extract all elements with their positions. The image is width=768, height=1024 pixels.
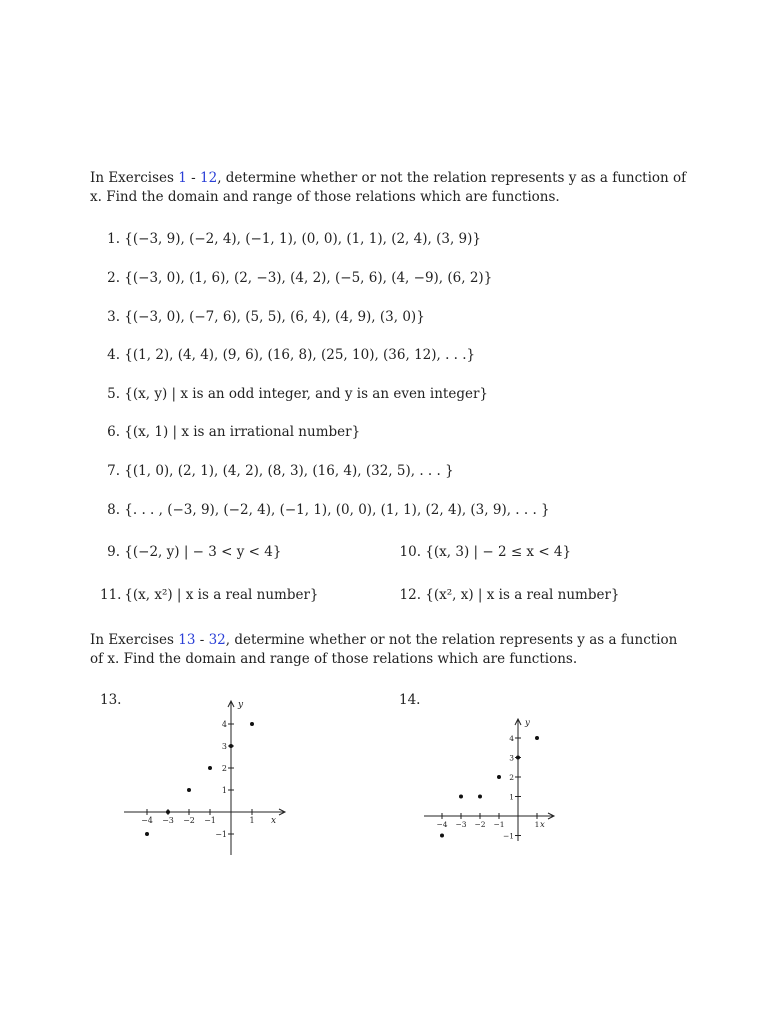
y-tick-label: −1 xyxy=(502,831,514,841)
exercise-number: 10. xyxy=(399,544,421,560)
x-tick-label: −2 xyxy=(183,816,195,825)
exercise-text: {(x, 1) | x is an irrational number} xyxy=(124,424,361,440)
exercise-number: 12. xyxy=(399,587,421,603)
x-tick-label: −3 xyxy=(455,820,467,829)
x-axis-label: x xyxy=(271,816,277,826)
exercise-text: {(x, y) | x is an odd integer, and y is an even integer} xyxy=(124,386,489,402)
y-tick-label: 4 xyxy=(221,720,227,729)
x-tick-label: −4 xyxy=(141,816,153,825)
exercise-13-label: 13. xyxy=(100,692,122,708)
exercise-number: 9. xyxy=(107,544,120,560)
data-point xyxy=(187,788,191,792)
exercise-4 xyxy=(100,347,475,363)
x-tick-label: −2 xyxy=(474,820,486,829)
exercise-6 xyxy=(100,424,360,440)
y-axis-label: y xyxy=(525,718,530,728)
exercise-10 xyxy=(399,544,571,560)
data-point xyxy=(459,795,463,799)
x-tick-label: −3 xyxy=(162,816,174,825)
data-point xyxy=(440,834,444,838)
exercise-number: 4. xyxy=(107,347,120,363)
data-point xyxy=(250,722,254,726)
y-tick-label: 2 xyxy=(509,773,514,782)
exercise-number: 11. xyxy=(100,587,122,603)
intro-paragraph-1 xyxy=(90,169,690,207)
y-tick-label: −1 xyxy=(215,830,227,839)
intro-text: In Exercises xyxy=(90,632,179,648)
exercise-11 xyxy=(100,587,319,603)
exercise-text: {(x, 3) | − 2 ≤ x < 4} xyxy=(425,544,572,560)
x-tick-label: −4 xyxy=(436,820,448,829)
exercise-text: {(−2, y) | − 3 < y < 4} xyxy=(124,544,282,560)
data-point xyxy=(229,744,233,748)
data-point xyxy=(208,766,212,770)
y-tick-label: 2 xyxy=(221,764,227,773)
exercise-number: 3. xyxy=(107,309,120,325)
exercise-number: 6. xyxy=(107,424,120,440)
exercise-9 xyxy=(100,544,281,560)
data-point xyxy=(516,756,520,760)
exercise-number: 8. xyxy=(107,502,120,518)
exercise-3 xyxy=(100,309,425,325)
x-tick-label: −1 xyxy=(204,816,216,825)
exercise-7 xyxy=(100,463,454,479)
exercise-text: {(1, 2), (4, 4), (9, 6), (16, 8), (25, 10), (36, 12), . . .} xyxy=(124,347,476,363)
x-tick-label: 1 xyxy=(534,820,540,829)
exercise-text: {(−3, 0), (1, 6), (2, −3), (4, 2), (−5, 6), (4, −9), (6, 2)} xyxy=(124,270,493,286)
exercise-text: {(x, x²) | x is a real number} xyxy=(124,587,319,603)
intro-dash: - xyxy=(195,632,209,648)
exercise-number: 5. xyxy=(107,386,120,402)
exercise-text: {(−3, 9), (−2, 4), (−1, 1), (0, 0), (1, 1), (2, 4), (3, 9)} xyxy=(124,231,481,247)
exercise-14-label: 14. xyxy=(399,692,421,708)
exercise-link-13[interactable]: 13 xyxy=(178,632,196,648)
intro-text: In Exercises xyxy=(90,170,179,186)
y-tick-label: 3 xyxy=(509,753,514,763)
exercise-text: {(−3, 0), (−7, 6), (5, 5), (6, 4), (4, 9), (3, 0)} xyxy=(124,309,425,325)
intro-text-rest: , determine whether or not the relation represents y as a function of x. Find the domain and range of those relations which are functions. xyxy=(90,632,678,667)
exercise-2 xyxy=(100,270,492,286)
y-tick-label: 3 xyxy=(221,742,227,751)
exercise-1 xyxy=(100,231,481,247)
exercise-12 xyxy=(399,587,620,603)
x-axis-label: x xyxy=(540,820,545,830)
exercise-number: 7. xyxy=(107,463,120,479)
exercise-5 xyxy=(100,386,488,402)
x-tick-label: −1 xyxy=(493,820,505,829)
y-tick-label: 4 xyxy=(509,734,514,743)
data-point xyxy=(478,795,482,799)
intro-paragraph-2 xyxy=(90,631,690,669)
exercise-link-32[interactable]: 32 xyxy=(208,632,226,648)
exercise-14-graph xyxy=(418,713,568,843)
y-axis-label: y xyxy=(238,700,244,710)
exercise-text: {(x², x) | x is a real number} xyxy=(425,587,620,603)
exercise-number: 1. xyxy=(107,231,120,247)
data-point xyxy=(166,810,170,814)
exercise-link-1[interactable]: 1 xyxy=(178,170,187,186)
exercise-number: 2. xyxy=(107,270,120,286)
y-tick-label: 1 xyxy=(509,792,514,802)
data-point xyxy=(145,832,149,836)
intro-text-rest: , determine whether or not the relation represents y as a function of x. Find the domain and range of those relations which are functions. xyxy=(90,170,687,205)
exercise-8 xyxy=(100,502,550,518)
exercise-text: {(1, 0), (2, 1), (4, 2), (8, 3), (16, 4), (32, 5), . . . } xyxy=(124,463,454,479)
data-point xyxy=(535,736,539,740)
intro-dash: - xyxy=(186,170,200,186)
data-point xyxy=(497,775,501,779)
exercise-text: {. . . , (−3, 9), (−2, 4), (−1, 1), (0, 0), (1, 1), (2, 4), (3, 9), . . . } xyxy=(124,502,550,518)
y-tick-label: 1 xyxy=(221,786,227,795)
exercise-link-12[interactable]: 12 xyxy=(200,170,218,186)
x-tick-label: 1 xyxy=(249,816,255,825)
exercise-13-graph xyxy=(120,695,290,860)
